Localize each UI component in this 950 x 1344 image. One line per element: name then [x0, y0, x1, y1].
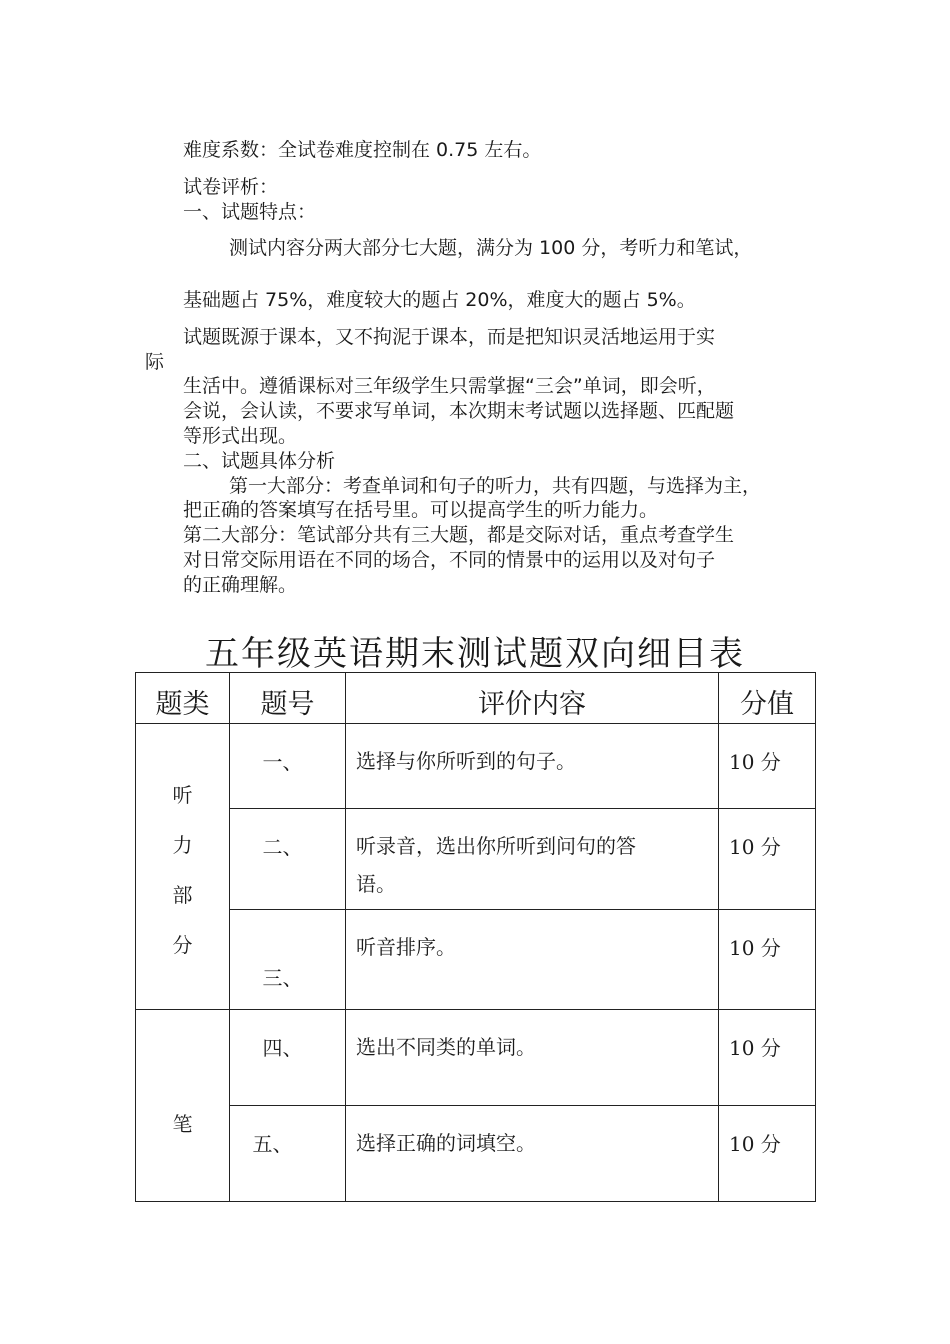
question-score: 10 分 [719, 724, 816, 809]
table-title: 五年级英语期末测试题双向细目表 [205, 634, 745, 674]
paragraph2-line2: 生活中。遵循课标对三年级学生只需掌握“三会”单词，即会听， [183, 375, 716, 397]
table-header-row [136, 673, 816, 724]
question-number: 二、 [230, 809, 346, 910]
paragraph3-line1: 第一大部分：考查单词和句子的听力，共有四题，与选择为主， [229, 475, 762, 497]
spec-table [135, 672, 816, 1202]
question-number: 三、 [230, 910, 346, 1010]
section2-heading: 二、试题具体分析 [183, 450, 336, 472]
question-content: 选择与你所听到的句子。 [346, 724, 719, 809]
table-row [136, 1010, 816, 1106]
paragraph2-line1: 试题既源于课本，又不拘泥于课本，而是把知识灵活地运用于实 [183, 326, 716, 348]
paragraph4-line2: 对日常交际用语在不同的场合，不同的情景中的运用以及对句子 [183, 549, 716, 571]
category-listening-char: 分 [172, 933, 193, 957]
question-content: 听音排序。 [346, 910, 719, 1010]
analysis-heading: 试卷评析： [183, 176, 279, 198]
header-number: 题号 [230, 673, 346, 724]
table-row [136, 910, 816, 1010]
paragraph4-line3: 的正确理解。 [183, 574, 298, 596]
question-content: 选择正确的词填空。 [346, 1106, 719, 1202]
paragraph1-line2: 基础题占 75%，难度较大的题占 20%，难度大的题占 5%。 [183, 289, 696, 311]
header-category: 题类 [136, 673, 230, 724]
question-number: 四、 [230, 1010, 346, 1106]
header-score: 分值 [719, 673, 816, 724]
category-writing: 笔 [136, 1010, 230, 1202]
table-row [136, 809, 816, 910]
question-score: 10 分 [719, 1010, 816, 1106]
question-score: 10 分 [719, 910, 816, 1010]
paragraph1-line1: 测试内容分两大部分七大题，满分为 100 分，考听力和笔试， [229, 237, 753, 259]
paragraph2-overflow: 际 [145, 351, 165, 373]
section1-heading: 一、试题特点： [183, 201, 317, 223]
question-score: 10 分 [719, 1106, 816, 1202]
category-listening-char: 力 [172, 833, 193, 857]
question-score: 10 分 [719, 809, 816, 910]
table-row [136, 724, 816, 809]
difficulty-line: 难度系数：全试卷难度控制在 0.75 左右。 [183, 139, 542, 161]
question-content: 选出不同类的单词。 [346, 1010, 719, 1106]
paragraph2-line3: 会说，会认读，不要求写单词，本次期末考试题以选择题、匹配题 [183, 400, 735, 422]
paragraph3-line2: 把正确的答案填写在括号里。可以提高学生的听力能力。 [183, 499, 659, 521]
category-listening [136, 724, 230, 1010]
paragraph4-line1: 第二大部分：笔试部分共有三大题，都是交际对话，重点考查学生 [183, 524, 735, 546]
paragraph2-line4: 等形式出现。 [183, 425, 298, 447]
question-content: 听录音，选出你所听到问句的答 语。 [346, 809, 719, 910]
question-number: 一、 [230, 724, 346, 809]
category-listening-char: 部 [172, 883, 193, 907]
table-row [136, 1106, 816, 1202]
question-number: 五、 [230, 1106, 346, 1202]
header-content: 评价内容 [346, 673, 719, 724]
category-listening-char: 听 [172, 783, 193, 807]
